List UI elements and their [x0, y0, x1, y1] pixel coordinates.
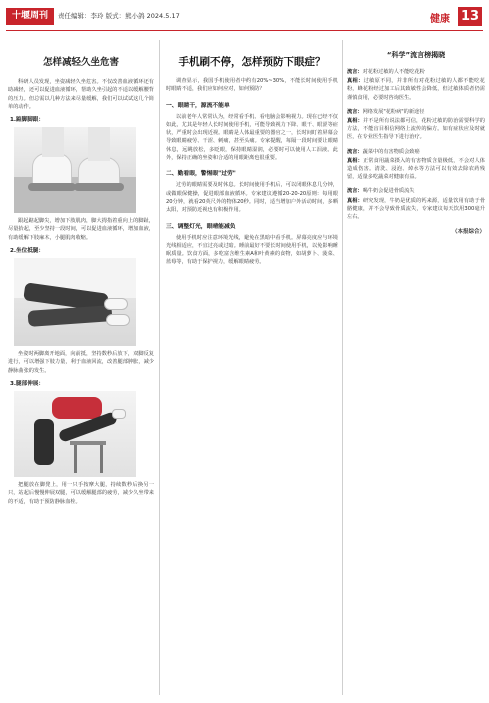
main-article	[166, 40, 338, 270]
sidebar-title: “科学”流言榜揭晓	[386, 51, 446, 59]
section-heading: 三、调整灯光，眼晴能减负	[166, 223, 236, 230]
rumor-item	[347, 68, 485, 76]
page-header	[0, 0, 489, 32]
section-body: 以前老年人常常认为，经常看手机、看电脑会影响视力。现在已经不仅如此，尤其是年轻人长时间使用手机，可能导致视力下降、眼干、眼涩等症状，严重时会出现近视。眼睛是人体最重要的器官之一，长时间盯着屏幕会导致眼睛疲劳、干涩、刺痛，甚至头痛。专家提醒，每隔一段时间要让眼睛休息，远眺放松，多眨眼，保持眼睛湿润，必要时可以使用人工泪液。此外，保持正确的坐姿和合适的用眼距离也很重要。	[166, 113, 338, 162]
fact-label: 真相：	[347, 78, 364, 85]
rumor-label: 流言：	[347, 69, 363, 75]
section-body: 使用手机时应注意环境光线，避免在黑暗中看手机。屏幕亮度应与环境光线相适应，不宜过亮或过暗。睡前最好不要长时间使用手机，以免影响睡眠质量。饮食方面，多吃富含维生素A和叶黄素的食物，如胡萝卜、菠菜、蓝莓等，有助于保护视力，缓解眼睛疲劳。	[166, 234, 338, 266]
rumor-label: 流言：	[347, 148, 363, 155]
fact-item	[347, 77, 485, 102]
fact-text: 正常食用蔬菜摄入的有害物质含量极低，不会对人体造成伤害。清洗、浸泡、焯水等方法可以有效去除农药残留，适量多吃蔬菜对健康有益。	[347, 157, 485, 181]
header-divider	[6, 30, 483, 31]
section-body: 把腿放在脚凳上，用一只手按摩大腿，持续数秒后换另一只，站起后慢慢伸展双腿，可以缓解腿部的疲劳，减少久坐带来的不适，有助于预防静脉血栓。	[8, 481, 154, 505]
fact-text: 过敏原不同，并非所有对花粉过敏的人都不能吃花粉，蜂花粉经过加工后其致敏性会降低，但过敏体质者仍需谨慎食用，必要时咨询医生。	[347, 78, 485, 101]
article-intro: 科研人员发现，坐姿减轻久坐危害。不仅改善血液循环还有助减轻，还可以促进血液循环，帮助久坐引起的不适以缓解腰背的压力。但总需以几种方法来尽量缓解，我们可以试试这几个简单的动作。	[8, 79, 154, 110]
section-heading: 3.腿部伸展：	[10, 380, 44, 387]
masthead-logo: 十堰周刊	[6, 8, 54, 25]
column-divider	[159, 40, 160, 695]
article-title: 怎样减轻久坐危害	[42, 57, 119, 68]
rumor-item	[347, 108, 485, 116]
rumor-text: 喝牛奶会促进骨质流失	[362, 188, 415, 195]
fact-item	[347, 157, 485, 182]
rumor-text: 蔬菜中的有害物质会致癌	[362, 148, 420, 155]
fact-label: 真相：	[347, 197, 363, 204]
section-heading: 一、眼睛干，源流不能单	[166, 102, 230, 109]
page-number: 13	[458, 7, 482, 26]
editor-credit: 责任编辑：李玲 版式：熊小鸽 2024.5.17	[58, 12, 180, 20]
left-article	[8, 40, 154, 509]
article-intro: 调查显示，我国手机使用者中约有20%~30%，不能长时间使用手机时眼睛不适，我们应如何应对，如何预防？	[166, 78, 338, 93]
rumor-item	[347, 187, 485, 195]
rumor-label: 流言：	[347, 188, 363, 195]
source-note: （本报综合）	[451, 229, 485, 236]
section-body: 坐姿时两脚离开地面，向前抵，坚持数秒后放下，双脚反复进行，可以增强下肢力量，利于血液回流，改善腿部肿胀，减少静脉曲张的发生。	[8, 351, 154, 374]
rumor-text: 网络发展"花粉病"的新途径	[362, 108, 425, 115]
leg-stretch-photo	[14, 391, 136, 477]
section-heading: 2.坐位抵腿：	[10, 248, 44, 255]
section-body: 过劳的眼睛需要及时休息。长时间使用手机后，可以闭眼休息几分钟，或做眼保健操，促进眼部血液循环。专家建议遵循20-20-20原则：每用眼20分钟，就看20英尺外的物体20秒。同时，适当增加户外活动时间，多晒太阳，对预防近视也有积极作用。	[166, 182, 338, 214]
rumor-text: 对花粉过敏的人不能吃花粉	[362, 69, 425, 75]
rumor-label: 流言：	[347, 108, 363, 115]
fact-label: 真相：	[347, 118, 363, 125]
rumor-sidebar	[347, 40, 485, 235]
column-divider	[342, 40, 343, 695]
fact-item	[347, 117, 485, 142]
feet-photo	[14, 127, 136, 213]
fact-item	[347, 197, 485, 222]
section-title: 健康	[430, 14, 450, 25]
section-heading: 二、勤看眼，警惕眼"过劳"	[166, 171, 236, 178]
fact-label: 真相：	[347, 157, 363, 164]
fact-text: 研究发现，牛奶是优质的钙来源，适量饮用有助于骨骼健康，并不会导致骨质流失，专家建议每天饮用300毫升左右。	[347, 197, 485, 221]
fact-text: 并不是所有说法都可信，花粉过敏的防治需要科学的方法，不能盲目相信网络上流传的偏方。如有症状应及时就医，在专业医生指导下进行治疗。	[347, 118, 485, 141]
rumor-item	[347, 148, 485, 156]
section-body: 跟起踮起脚尖，增加下肢肌肉，脚大拇指着重向上的脚趾，尽量抬起，至少坚持一段时间，可以促进血液循环，增加血液，有助缓解下肢麻木，小腿肌肉收缩。	[8, 218, 154, 241]
article-title: 手机刷不停，怎样预防下眼症？	[178, 56, 326, 68]
seated-legs-photo	[14, 258, 136, 346]
section-heading: 1.踮脚脚跟：	[10, 117, 44, 124]
